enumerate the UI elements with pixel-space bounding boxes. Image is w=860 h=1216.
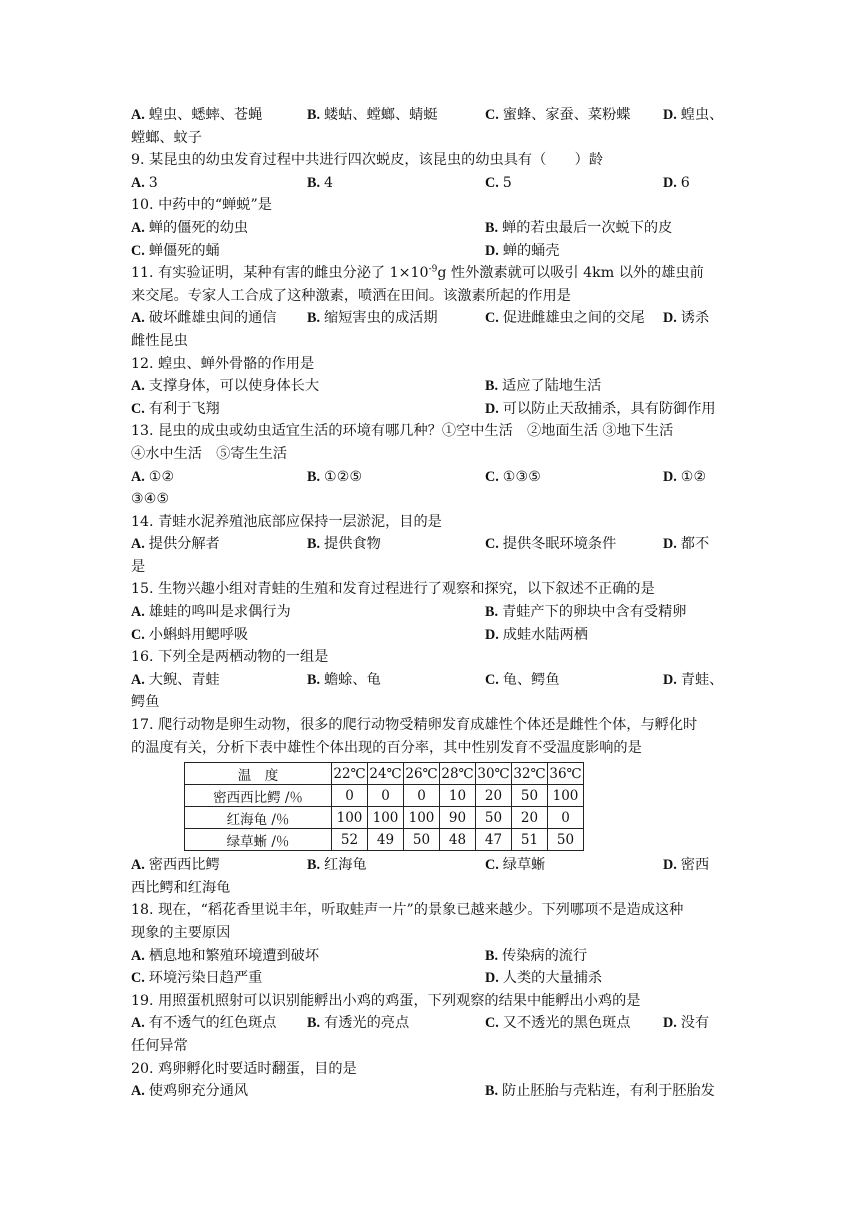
q10-options-row2 xyxy=(131,240,731,263)
table-cell: 51 xyxy=(512,829,548,851)
q16-option-d: D. 青蛙、 xyxy=(663,671,724,688)
table-row xyxy=(185,785,584,807)
q14-option-c: C. 提供冬眠环境条件 xyxy=(485,536,617,553)
q12-options-row2 xyxy=(131,398,731,421)
q16-stem: 16. 下列全是两栖动物的一组是 xyxy=(131,649,329,666)
q12-options-row1 xyxy=(131,375,731,398)
q10-option-d: D. 蝉的蛹壳 xyxy=(485,242,560,259)
q13-options xyxy=(131,466,731,489)
table-cell: 48 xyxy=(440,829,476,851)
q17-option-c: C. 绿草蜥 xyxy=(485,857,546,874)
q10-options-row1 xyxy=(131,217,731,240)
q12-option-c: C. 有利于飞翔 xyxy=(131,400,220,417)
q20-options-row1 xyxy=(131,1080,731,1103)
table-cell: 50 xyxy=(404,829,440,851)
q19-option-b: B. 有透光的亮点 xyxy=(307,1015,410,1032)
q12-option-b: B. 适应了陆地生活 xyxy=(485,378,602,395)
q14-option-b: B. 提供食物 xyxy=(307,536,381,553)
table-cell: 20 xyxy=(512,807,548,829)
table-header-cell: 28℃ xyxy=(440,763,476,785)
q14-stem: 14. 青蛙水泥养殖池底部应保持一层淤泥，目的是 xyxy=(131,513,442,530)
exam-page xyxy=(131,104,731,1103)
table-cell: 47 xyxy=(476,829,512,851)
table-header-cell: 24℃ xyxy=(368,763,404,785)
q20-stem: 20. 鸡卵孵化时要适时翻蛋，目的是 xyxy=(131,1060,357,1077)
q14-option-a: A. 提供分解者 xyxy=(131,536,220,553)
q18-option-d: D. 人类的大量捕杀 xyxy=(485,970,603,987)
q20-option-b: B. 防止胚胎与壳粘连，有利于胚胎发 xyxy=(485,1083,715,1100)
q15-option-a: A. 雄蛙的鸣叫是求偶行为 xyxy=(131,604,291,621)
table-cell: 90 xyxy=(440,807,476,829)
q17-stem-line2: 的温度有关，分析下表中雄性个体出现的百分率，其中性别发育不受温度影响的是 xyxy=(131,739,642,756)
table-header-cell: 30℃ xyxy=(476,763,512,785)
table-cell: 红海龟 /％ xyxy=(185,807,332,829)
q15-stem: 15. 生物兴趣小组对青蛙的生殖和发育过程进行了观察和探究，以下叙述不正确的是 xyxy=(131,581,655,598)
q11-option-b: B. 缩短害虫的成活期 xyxy=(307,310,438,327)
q16-option-d-wrap: 鳄鱼 xyxy=(131,694,160,711)
q18-stem-line2: 现象的主要原因 xyxy=(131,925,231,941)
q12-option-d: D. 可以防止天敌捕杀，具有防御作用 xyxy=(485,400,716,417)
q13-option-b: B. ①②⑤ xyxy=(307,468,363,485)
q17-options xyxy=(131,854,731,877)
q18-options-row2 xyxy=(131,967,731,990)
table-header-cell: 26℃ xyxy=(404,763,440,785)
q12-stem: 12. 蝗虫、蝉外骨骼的作用是 xyxy=(131,355,315,372)
q16-option-c: C. 龟、鳄鱼 xyxy=(485,671,560,688)
q15-options-row1 xyxy=(131,601,731,624)
q9-options xyxy=(131,172,731,195)
table-cell: 10 xyxy=(440,785,476,807)
q13-option-d: D. ①② xyxy=(663,468,707,485)
table-header-cell: 温 度 xyxy=(185,763,332,785)
table-header-cell: 36℃ xyxy=(548,763,584,785)
q19-option-c: C. 又不透光的黑色斑点 xyxy=(485,1015,631,1032)
q17-option-d-wrap: 西比鳄和红海龟 xyxy=(131,879,231,896)
q15-options-row2 xyxy=(131,624,731,647)
q15-option-d: D. 成蛙水陆两栖 xyxy=(485,626,588,643)
q13-stem-line2: ④水中生活 ⑤寄生生活 xyxy=(131,445,288,462)
q9-stem: 9. 某昆虫的幼虫发育过程中共进行四次蜕皮，该昆虫的幼虫具有（ ）龄 xyxy=(131,152,604,169)
table-row xyxy=(185,829,584,851)
q17-option-d: D. 密西 xyxy=(663,857,710,874)
q11-stem-line2: 来交尾。专家人工合成了这种激素，喷洒在田间。该激素所起的作用是 xyxy=(131,287,571,304)
table-cell: 100 xyxy=(368,807,404,829)
q18-stem-line1: 18. 现在，“稻花香里说丰年，听取蛙声一片”的景象已越来越少。下列哪项不是造成这种 xyxy=(131,902,684,919)
q11-option-c: C. 促进雌雄虫之间的交尾 xyxy=(485,310,645,327)
table-cell: 100 xyxy=(404,807,440,829)
q11-stem-line1: 11. 有实验证明，某种有害的雌虫分泌了 $1\times 10^{-9}g$ 性外激素就可以吸引 4km 以外的雄虫前 xyxy=(131,264,704,282)
q8-options xyxy=(131,104,731,127)
table-cell: 50 xyxy=(476,807,512,829)
q10-option-c: C. 蝉僵死的蛹 xyxy=(131,242,220,259)
q11-option-d: D. 诱杀 xyxy=(663,310,710,327)
q17-option-b: B. 红海龟 xyxy=(307,857,367,874)
table-cell: 100 xyxy=(332,807,368,829)
q14-option-d-wrap: 是 xyxy=(131,558,146,575)
table-cell: 密西西比鳄 /％ xyxy=(185,785,332,807)
q8-option-d-wrap: 螳螂、蚊子 xyxy=(131,129,202,146)
q19-option-a: A. 有不透气的红色斑点 xyxy=(131,1015,277,1032)
q19-option-d: D. 没有 xyxy=(663,1015,710,1032)
q14-options xyxy=(131,533,731,556)
q9-option-d: D. 6 xyxy=(663,174,690,191)
q17-option-a: A. 密西西比鳄 xyxy=(131,857,220,874)
table-cell: 100 xyxy=(548,785,584,807)
table-cell: 20 xyxy=(476,785,512,807)
q9-option-b: B. 4 xyxy=(307,174,334,191)
q12-option-a: A. 支撑身体，可以使身体长大 xyxy=(131,378,320,395)
q16-option-a: A. 大鲵、青蛙 xyxy=(131,671,220,688)
q13-option-a: A. ①② xyxy=(131,468,175,485)
q14-option-d: D. 都不 xyxy=(663,536,710,553)
q11-options xyxy=(131,307,731,330)
temperature-table xyxy=(184,762,584,851)
q16-options xyxy=(131,669,731,692)
q8-option-a: A. 蝗虫、蟋蟀、苍蝇 xyxy=(131,107,263,123)
q18-options-row1 xyxy=(131,945,731,968)
q10-option-a: A. 蝉的僵死的幼虫 xyxy=(131,219,249,236)
q19-stem: 19. 用照蛋机照射可以识别能孵出小鸡的鸡蛋，下列观察的结果中能孵出小鸡的是 xyxy=(131,992,641,1009)
q10-option-b: B. 蝉的若虫最后一次蜕下的皮 xyxy=(485,219,673,236)
q18-option-c: C. 环境污染日趋严重 xyxy=(131,970,263,987)
table-cell: 50 xyxy=(548,829,584,851)
table-header-row xyxy=(185,763,584,785)
q19-option-d-wrap: 任何异常 xyxy=(131,1037,188,1054)
q8-option-d: D. 蝗虫、 xyxy=(663,107,724,123)
q19-options xyxy=(131,1012,731,1035)
table-cell: 49 xyxy=(368,829,404,851)
q15-option-b: B. 青蛙产下的卵块中含有受精卵 xyxy=(485,604,687,621)
q16-option-b: B. 蟾蜍、龟 xyxy=(307,671,381,688)
table-cell: 绿草蜥 /％ xyxy=(185,829,332,851)
q9-option-c: C. 5 xyxy=(485,174,512,191)
q11-option-a: A. 破坏雌雄虫间的通信 xyxy=(131,310,277,327)
q13-option-d-wrap: ③④⑤ xyxy=(131,491,170,508)
table-cell: 50 xyxy=(512,785,548,807)
q9-option-a: A. 3 xyxy=(131,174,158,191)
q17-stem-line1: 17. 爬行动物是卵生动物，很多的爬行动物受精卵发育成雄性个体还是雌性个体，与孵化时 xyxy=(131,717,698,734)
table-row xyxy=(185,807,584,829)
q20-option-a: A. 使鸡卵充分通风 xyxy=(131,1083,249,1100)
q13-stem-line1: 13. 昆虫的成虫或幼虫适宜生活的环境有哪几种？①空中生活 ②地面生活 ③地下生活 xyxy=(131,423,674,440)
q8-option-b: B. 蝼蛄、螳螂、蜻蜓 xyxy=(307,107,438,123)
q18-option-a: A. 栖息地和繁殖环境遭到破坏 xyxy=(131,947,320,964)
q10-stem: 10. 中药中的“蝉蜕”是 xyxy=(131,197,272,214)
table-header-cell: 22℃ xyxy=(332,763,368,785)
table-header-cell: 32℃ xyxy=(512,763,548,785)
table-cell: 52 xyxy=(332,829,368,851)
q8-option-c: C. 蜜蜂、家蚕、菜粉蝶 xyxy=(485,107,631,123)
q15-option-c: C. 小蝌蚪用鳃呼吸 xyxy=(131,626,249,643)
q11-option-d-wrap: 雌性昆虫 xyxy=(131,332,188,349)
table-cell: 0 xyxy=(404,785,440,807)
table-cell: 0 xyxy=(368,785,404,807)
table-cell: 0 xyxy=(548,807,584,829)
q18-option-b: B. 传染病的流行 xyxy=(485,947,588,964)
table-cell: 0 xyxy=(332,785,368,807)
q13-option-c: C. ①③⑤ xyxy=(485,468,541,485)
